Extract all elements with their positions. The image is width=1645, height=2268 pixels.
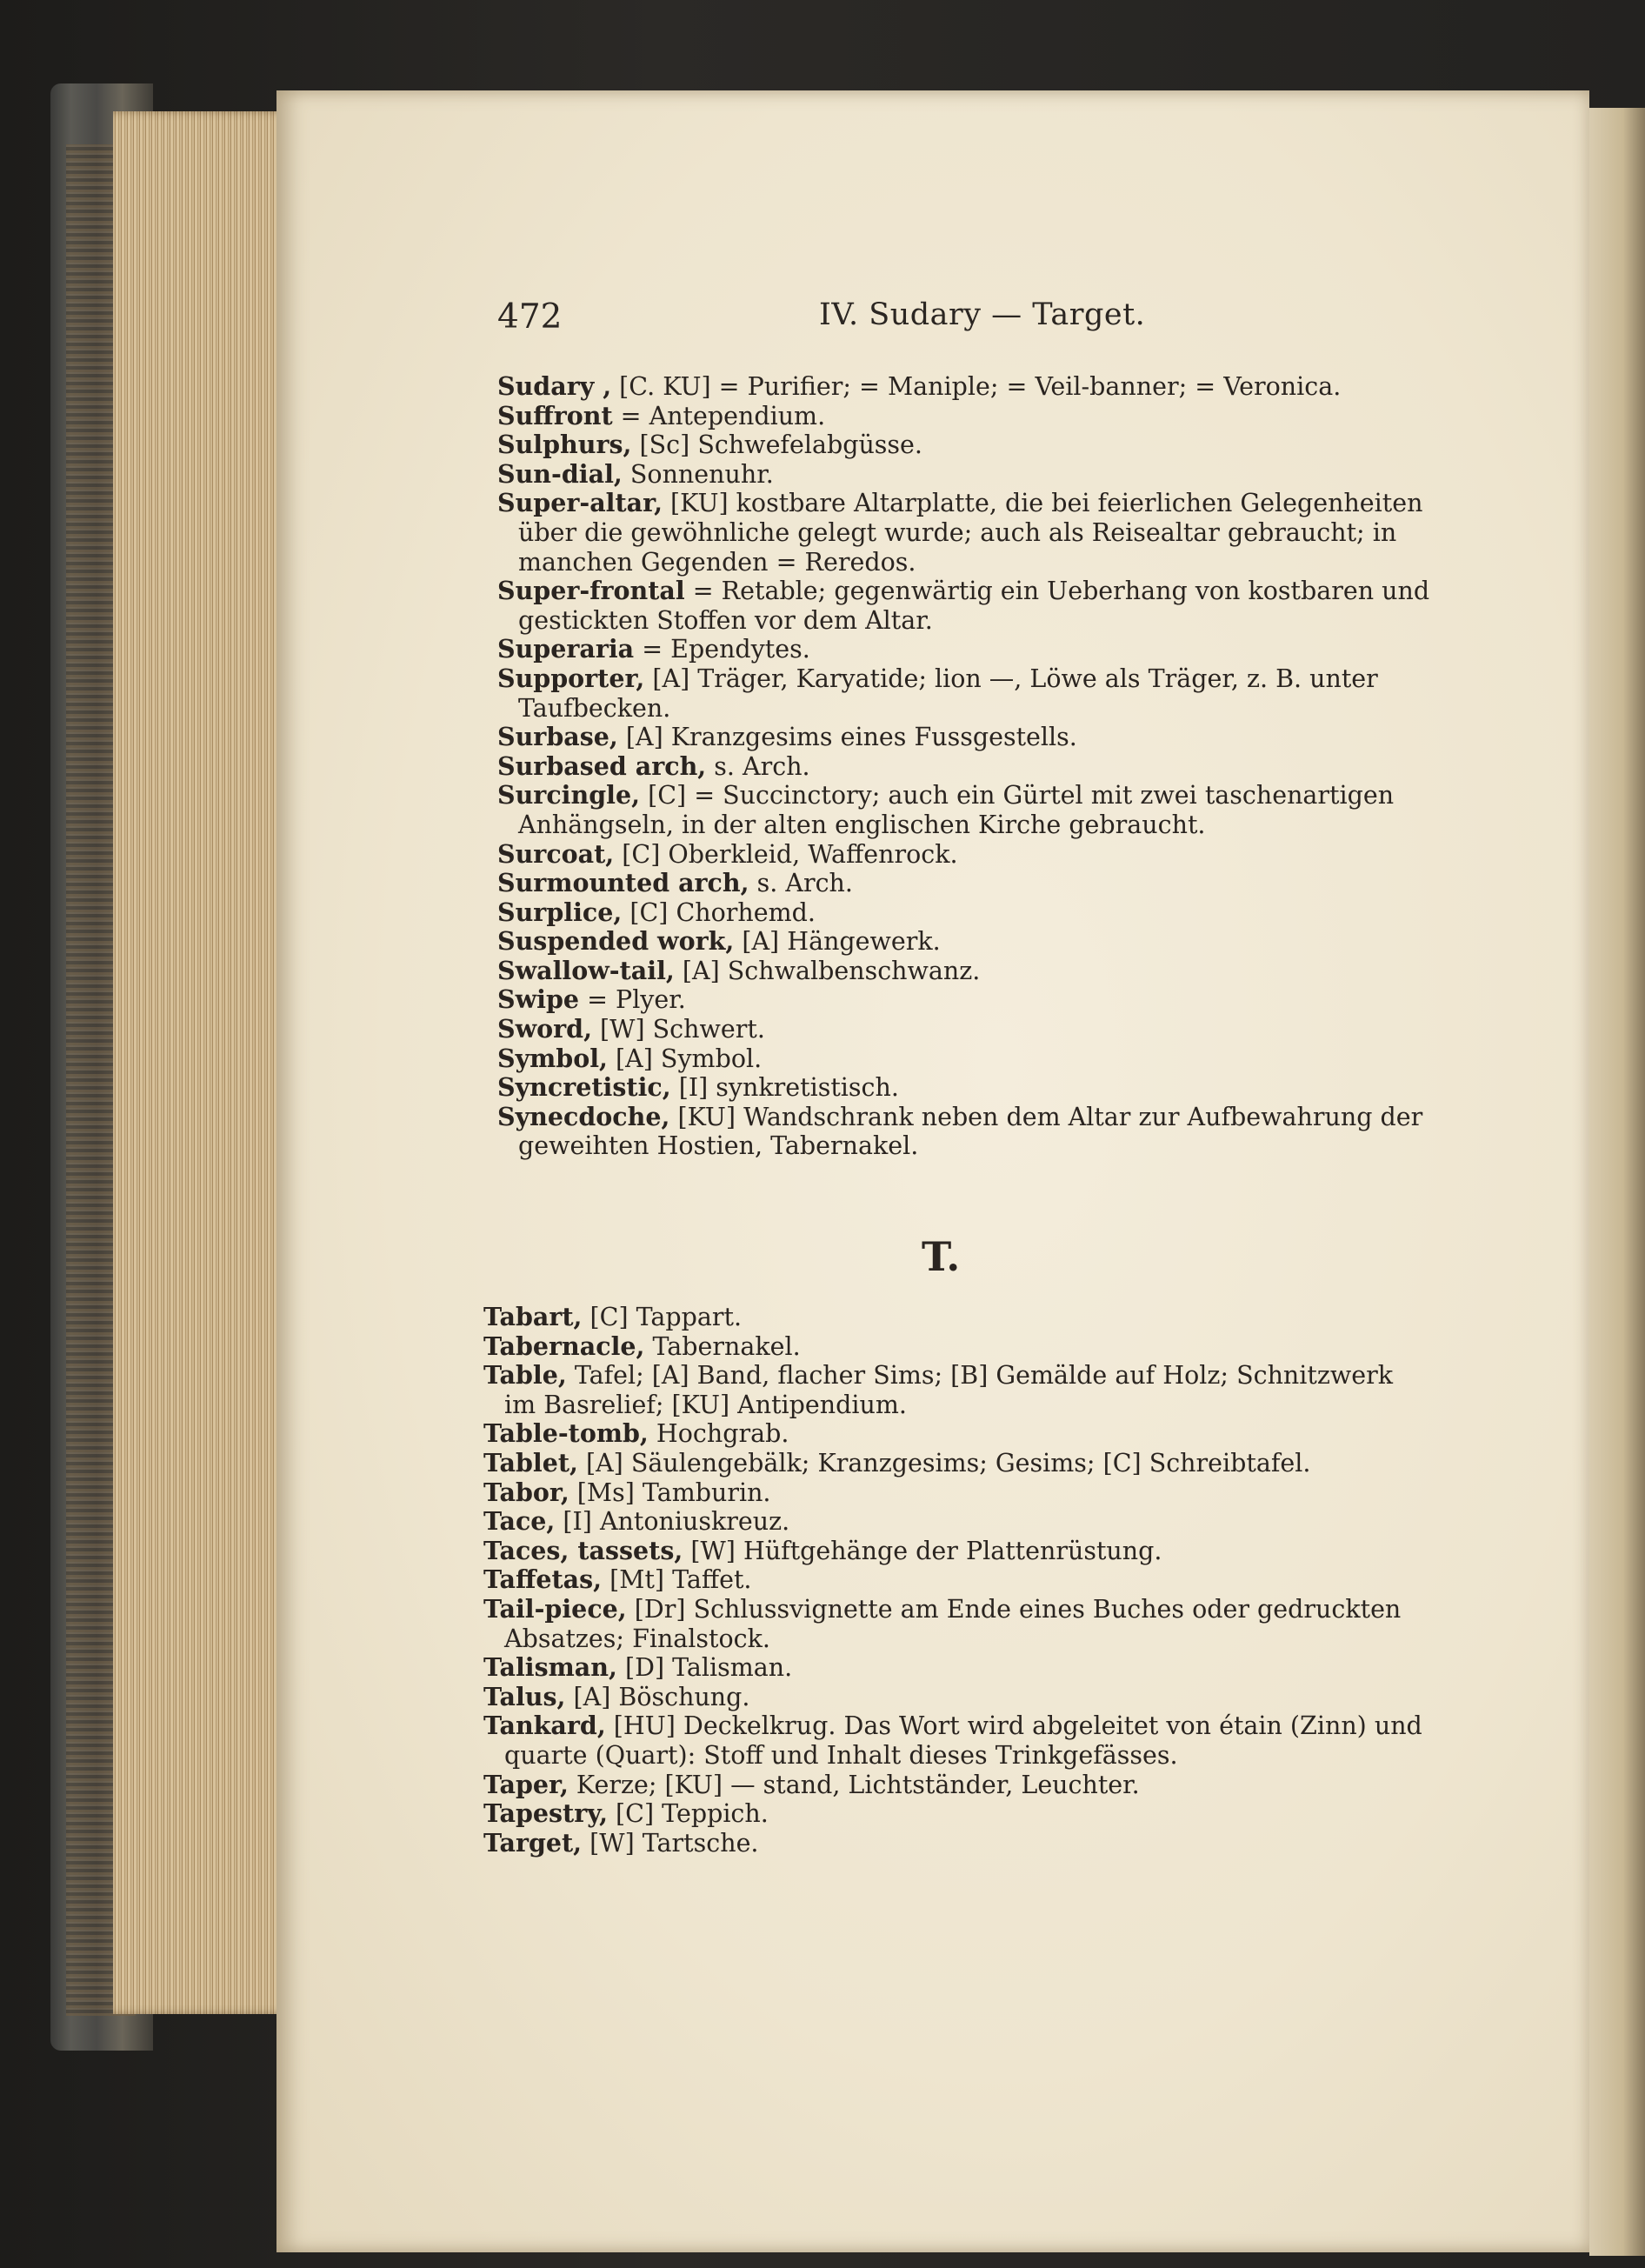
dictionary-entry	[497, 927, 1436, 957]
entry-definition: [C] = Succinctory; auch ein Gürtel mit zwei taschenartigen Anhängseln, in der alten englischen Kirche gebraucht.	[518, 781, 1395, 839]
entry-definition: [Mt] Taffet.	[602, 1565, 752, 1595]
entry-definition: s. Arch.	[706, 751, 810, 781]
entry-term: Talus,	[483, 1681, 566, 1711]
entry-definition: [A] Schwalbenschwanz.	[674, 956, 981, 985]
entry-definition: = Ependytes.	[634, 635, 810, 664]
dictionary-entry	[497, 840, 1436, 870]
dictionary-entry	[497, 489, 1436, 577]
entry-definition: [I] synkretistisch.	[670, 1073, 899, 1103]
entries-s	[497, 372, 1436, 1161]
entry-term: Table,	[483, 1360, 567, 1391]
entry-definition: [A] Träger, Karyatide; lion —, Löwe als Träger, z. B. unter Taufbecken.	[518, 664, 1378, 723]
entry-definition: = Plyer.	[579, 985, 686, 1015]
entry-term: Table-tomb,	[483, 1418, 649, 1449]
page-edges	[113, 111, 292, 2014]
dictionary-entry	[497, 957, 1436, 986]
entry-definition: = Antependium.	[612, 401, 826, 430]
entry-term: Suffront	[497, 400, 613, 430]
entry-term: Super-frontal	[497, 576, 685, 606]
dictionary-entry	[483, 1449, 1422, 1478]
dictionary-entry	[497, 372, 1436, 402]
running-title: IV. Sudary — Target.	[819, 297, 1146, 332]
entry-term: Super-altar,	[497, 488, 663, 518]
dictionary-entry	[497, 1015, 1436, 1044]
section-letter: T.	[922, 1233, 961, 1280]
dictionary-entry	[483, 1653, 1422, 1683]
entry-definition: [C] Chorhemd.	[622, 897, 816, 927]
dictionary-entry	[483, 1711, 1422, 1770]
entry-term: Tapestry,	[483, 1798, 608, 1829]
entry-term: Tabart,	[483, 1302, 583, 1331]
entry-definition: [KU] Wandschrank neben dem Altar zur Aufbewahrung der geweihten Hostien, Tabernakel.	[518, 1102, 1423, 1161]
entry-term: Supporter,	[497, 663, 645, 693]
entry-term: Talisman,	[483, 1652, 617, 1683]
entry-definition: [C] Tappart.	[582, 1303, 743, 1331]
dictionary-entry	[483, 1303, 1422, 1332]
entry-term: Symbol,	[497, 1043, 608, 1073]
dictionary-entry	[483, 1829, 1422, 1858]
entry-definition: [W] Hüftgehänge der Plattenrüstung.	[683, 1536, 1162, 1565]
entries-t	[483, 1303, 1422, 1858]
entry-term: Tace,	[483, 1506, 556, 1537]
dictionary-entry	[497, 869, 1436, 898]
entry-term: Tabernacle,	[483, 1331, 645, 1361]
entry-term: Taffetas,	[483, 1564, 603, 1595]
dictionary-entry	[497, 723, 1436, 752]
entry-term: Surmounted arch,	[497, 868, 749, 898]
entry-definition: [D] Talisman.	[616, 1653, 793, 1683]
entry-definition: [A] Hängewerk.	[734, 927, 941, 957]
dictionary-entry	[497, 577, 1436, 635]
page-header	[497, 297, 1410, 341]
entry-definition: [C. KU] = Purifier; = Maniple; = Veil-banner; = Veronica.	[611, 372, 1342, 401]
entry-term: Tankard,	[483, 1711, 606, 1741]
entry-term: Taper,	[483, 1769, 569, 1799]
entry-definition: [I] Antoniuskreuz.	[555, 1507, 790, 1537]
dictionary-entry	[483, 1683, 1422, 1712]
entry-definition: [W] Tartsche.	[582, 1828, 759, 1858]
dictionary-entry	[483, 1565, 1422, 1595]
entry-term: Syncretistic,	[497, 1072, 671, 1103]
entry-term: Surcoat,	[497, 838, 615, 869]
entry-definition: [Sc] Schwefelabgüsse.	[631, 430, 922, 460]
entry-term: Tail-piece,	[483, 1593, 627, 1624]
entry-definition: Tafel; [A] Band, flacher Sims; [B] Gemälde auf Holz; Schnitzwerk im Basrelief; [KU] Antipendium.	[504, 1361, 1394, 1419]
entry-term: Surplice,	[497, 897, 623, 927]
facing-page-edge	[1589, 108, 1645, 2256]
dictionary-entry	[497, 1044, 1436, 1074]
dictionary-entry	[483, 1537, 1422, 1566]
entry-definition: Sonnenuhr.	[622, 459, 774, 489]
entry-term: Tabor,	[483, 1477, 569, 1507]
entry-definition: [Dr] Schlussvignette am Ende eines Buches oder gedruckten Absatzes; Finalstock.	[504, 1594, 1402, 1653]
dictionary-entry	[497, 985, 1436, 1015]
entry-term: Sword,	[497, 1014, 592, 1044]
dictionary-entry	[497, 430, 1436, 460]
dictionary-entry	[483, 1361, 1422, 1419]
dictionary-entry	[497, 781, 1436, 839]
entry-term: Suspended work,	[497, 926, 735, 957]
entry-definition: = Retable; gegenwärtig ein Ueberhang von kostbaren und gestickten Stoffen vor dem Altar.	[518, 577, 1430, 635]
entry-definition: [W] Schwert.	[592, 1015, 765, 1044]
entry-definition: [A] Säulengebälk; Kranzgesims; Gesims; [C] Schreibtafel.	[577, 1448, 1311, 1478]
entry-term: Superaria	[497, 634, 635, 664]
entry-definition: [A] Kranzgesims eines Fussgestells.	[617, 723, 1077, 752]
entry-term: Target,	[483, 1827, 583, 1858]
entry-term: Swipe	[497, 984, 580, 1015]
entry-definition: [A] Symbol.	[607, 1044, 763, 1073]
entry-term: Sulphurs,	[497, 430, 632, 460]
entry-definition: [Ms] Tamburin.	[569, 1478, 771, 1507]
entry-term: Taces, tassets,	[483, 1535, 683, 1565]
entry-term: Sun-dial,	[497, 458, 623, 489]
entry-definition: s. Arch.	[749, 869, 853, 898]
dictionary-entry	[497, 460, 1436, 490]
dictionary-entry	[483, 1419, 1422, 1449]
dictionary-entry	[497, 635, 1436, 664]
dictionary-entry	[497, 1073, 1436, 1103]
dictionary-entry	[483, 1478, 1422, 1508]
entry-definition: Tabernakel.	[644, 1331, 801, 1361]
dictionary-entry	[497, 402, 1436, 431]
entry-definition: Kerze; [KU] — stand, Lichtständer, Leuchter.	[568, 1770, 1140, 1799]
entry-definition: [C] Oberkleid, Waffenrock.	[614, 839, 958, 869]
entry-term: Surbased arch,	[497, 750, 707, 781]
entry-term: Synecdoche,	[497, 1101, 670, 1131]
dictionary-entry	[483, 1332, 1422, 1362]
entry-term: Swallow-tail,	[497, 955, 675, 985]
entry-term: Sudary ,	[497, 371, 612, 401]
dictionary-entry	[497, 664, 1436, 723]
entry-definition: [A] Böschung.	[565, 1682, 750, 1711]
dictionary-entry	[497, 752, 1436, 782]
dictionary-entry	[483, 1799, 1422, 1829]
dictionary-entry	[483, 1595, 1422, 1653]
page-number: 472	[497, 297, 563, 337]
entry-definition: Hochgrab.	[648, 1419, 789, 1449]
entry-term: Surbase,	[497, 722, 618, 752]
entry-definition: [KU] kostbare Altarplatte, die bei feierlichen Gelegenheiten über die gewöhnliche gelegt wurde; auch als Reisealtar gebraucht; in manchen Gegenden = Reredos.	[518, 489, 1423, 577]
entry-term: Tablet,	[483, 1447, 578, 1478]
entry-definition: [HU] Deckelkrug. Das Wort wird abgeleitet von étain (Zinn) und quarte (Quart): Stoff und Inhalt dieses Trinkgefässes.	[504, 1711, 1422, 1770]
entry-definition: [C] Teppich.	[608, 1799, 769, 1829]
dictionary-entry	[483, 1507, 1422, 1537]
entry-term: Surcingle,	[497, 780, 641, 810]
dictionary-entry	[483, 1771, 1422, 1800]
dictionary-entry	[497, 898, 1436, 928]
dictionary-entry	[497, 1103, 1436, 1161]
